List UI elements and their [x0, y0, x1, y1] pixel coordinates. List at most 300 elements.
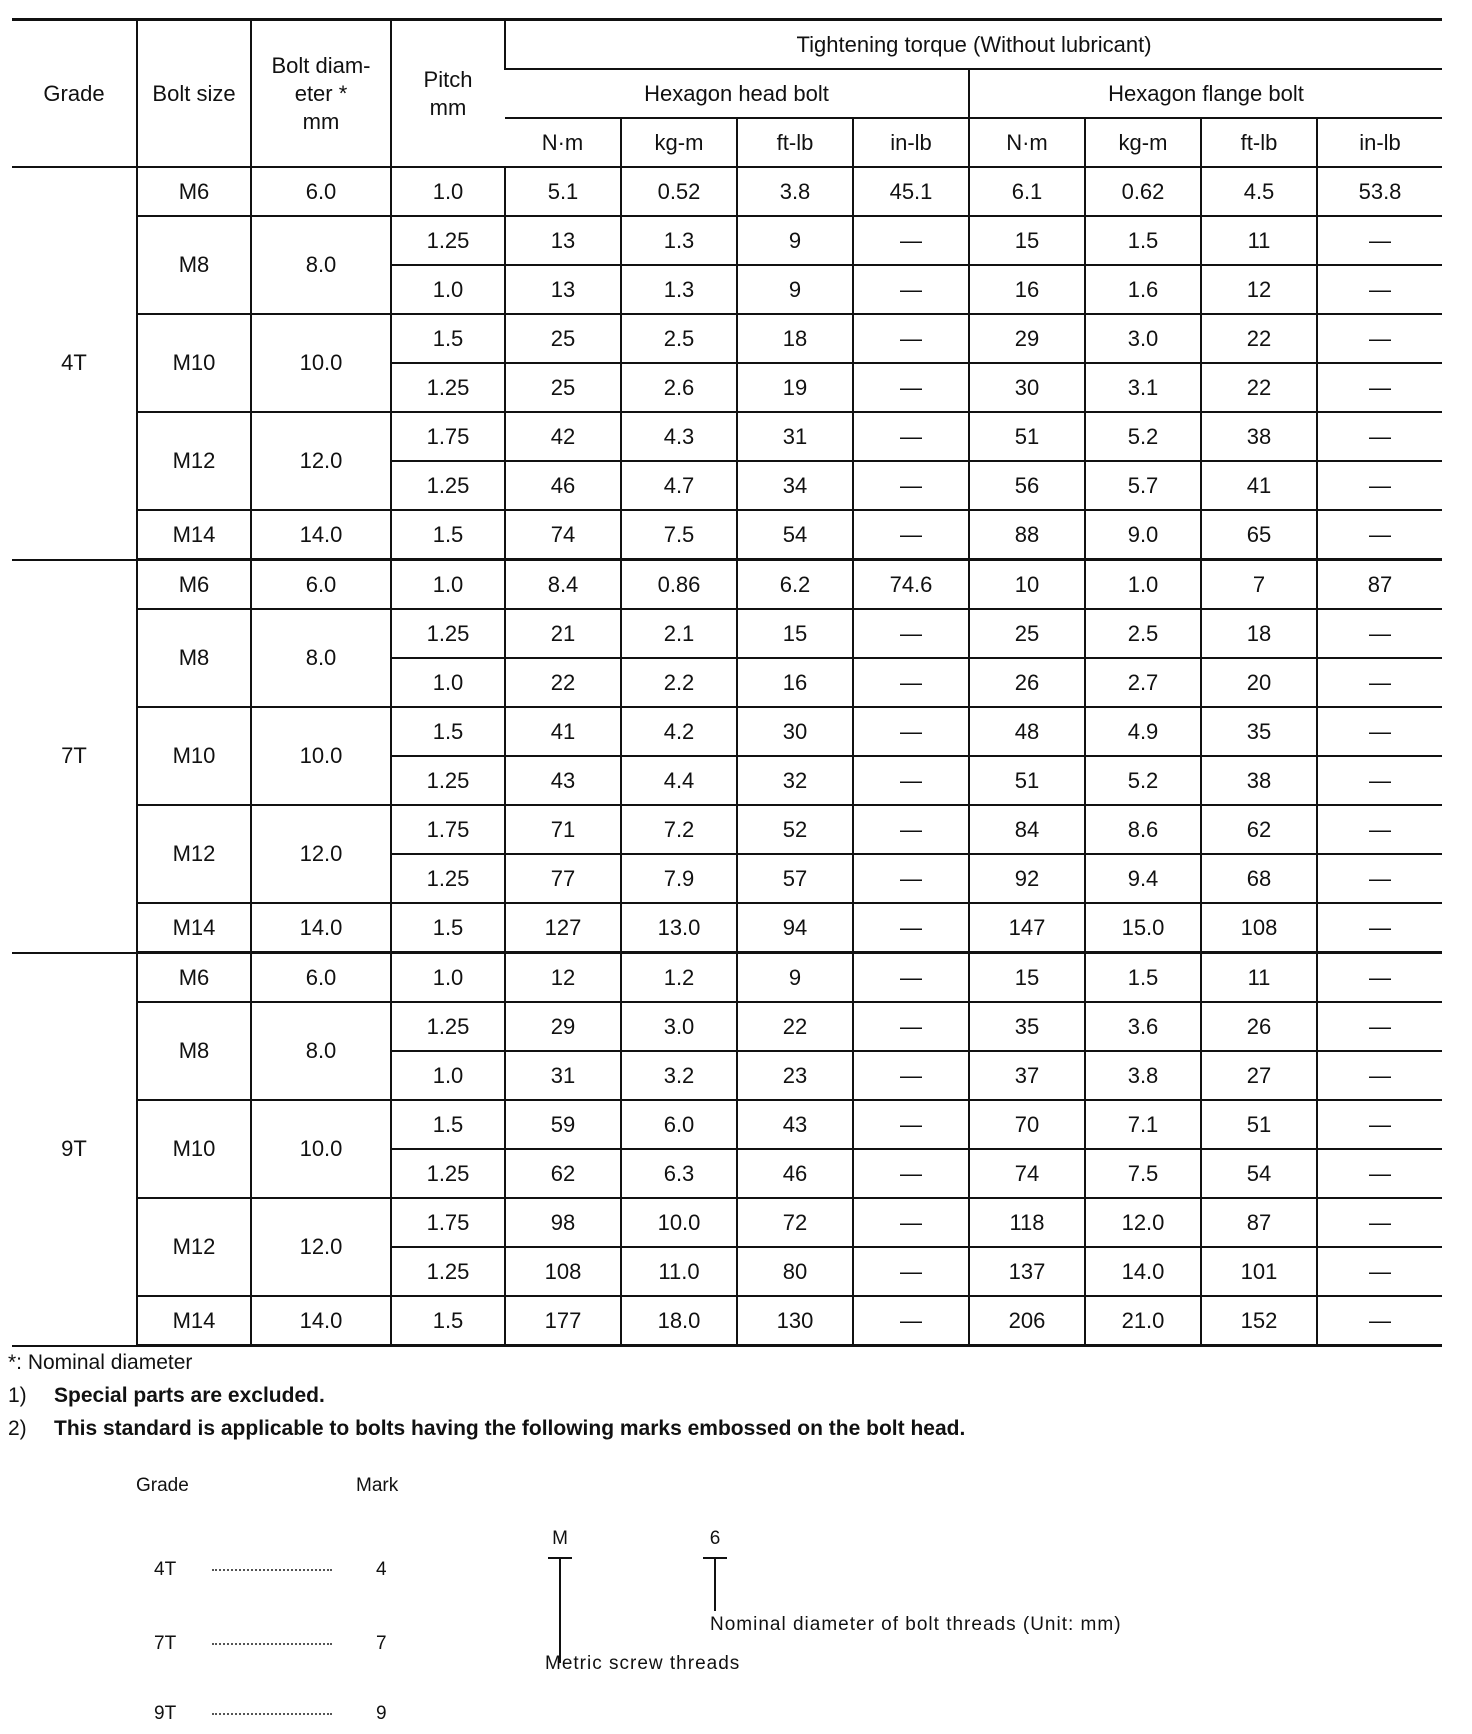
grade-cell: 7T	[12, 560, 137, 953]
torque-value-cell: 3.0	[621, 1002, 737, 1051]
torque-value-cell: 8.4	[505, 560, 621, 610]
note-1-number: 1)	[8, 1384, 27, 1407]
torque-value-cell: 62	[505, 1149, 621, 1198]
torque-value-cell: 15	[969, 953, 1085, 1003]
torque-value-cell: 5.7	[1085, 461, 1201, 510]
torque-value-cell: 118	[969, 1198, 1085, 1247]
table-row	[12, 609, 1442, 658]
torque-value-cell: —	[853, 854, 969, 903]
legend-mark: 7	[376, 1633, 387, 1654]
diameter-label: Nominal diameter of bolt threads (Unit: mm)	[710, 1614, 1122, 1635]
thread-diagram	[545, 1528, 1245, 1688]
table-row	[12, 805, 1442, 854]
header-unit: kg-m	[621, 118, 737, 167]
torque-value-cell: 87	[1201, 1198, 1317, 1247]
torque-value-cell: 13.0	[621, 903, 737, 953]
torque-value-cell: —	[853, 953, 969, 1003]
torque-value-cell: 87	[1317, 560, 1442, 610]
pitch-cell: 1.25	[391, 1149, 505, 1198]
torque-value-cell: 65	[1201, 510, 1317, 560]
torque-value-cell: —	[853, 1296, 969, 1346]
torque-value-cell: 22	[505, 658, 621, 707]
bolt-diameter-cell: 8.0	[251, 609, 391, 707]
torque-value-cell: 41	[1201, 461, 1317, 510]
pitch-cell: 1.25	[391, 609, 505, 658]
torque-value-cell: 108	[1201, 903, 1317, 953]
torque-value-cell: —	[1317, 1002, 1442, 1051]
bolt-diameter-cell: 14.0	[251, 1296, 391, 1346]
torque-value-cell: —	[1317, 658, 1442, 707]
torque-value-cell: 43	[505, 756, 621, 805]
torque-value-cell: 11.0	[621, 1247, 737, 1296]
torque-value-cell: 25	[505, 363, 621, 412]
torque-value-cell: —	[1317, 1198, 1442, 1247]
torque-value-cell: 22	[1201, 314, 1317, 363]
torque-value-cell: 41	[505, 707, 621, 756]
leader-dots	[212, 1643, 332, 1645]
bolt-diameter-cell: 12.0	[251, 1198, 391, 1296]
torque-value-cell: —	[853, 216, 969, 265]
table-row	[12, 903, 1442, 953]
torque-value-cell: 1.2	[621, 953, 737, 1003]
torque-value-cell: 84	[969, 805, 1085, 854]
metric-stem	[559, 1557, 561, 1663]
torque-value-cell: —	[853, 658, 969, 707]
torque-value-cell: —	[1317, 609, 1442, 658]
grade-cell: 4T	[12, 167, 137, 560]
bolt-size-cell: M14	[137, 510, 251, 560]
torque-value-cell: 77	[505, 854, 621, 903]
torque-value-cell: 31	[737, 412, 853, 461]
torque-value-cell: 2.6	[621, 363, 737, 412]
bolt-size-cell: M8	[137, 1002, 251, 1100]
header-unit: ft-lb	[1201, 118, 1317, 167]
torque-value-cell: 7.5	[1085, 1149, 1201, 1198]
torque-value-cell: 37	[969, 1051, 1085, 1100]
torque-value-cell: —	[853, 756, 969, 805]
torque-value-cell: 3.2	[621, 1051, 737, 1100]
bolt-size-cell: M14	[137, 1296, 251, 1346]
table-row	[12, 314, 1442, 363]
table-row	[12, 167, 1442, 216]
torque-value-cell: 43	[737, 1100, 853, 1149]
note-2-text: This standard is applicable to bolts having the following marks embossed on the bolt head.	[54, 1417, 966, 1440]
torque-value-cell: 74	[505, 510, 621, 560]
torque-value-cell: —	[1317, 412, 1442, 461]
torque-value-cell: 108	[505, 1247, 621, 1296]
torque-value-cell: —	[1317, 265, 1442, 314]
torque-value-cell: —	[1317, 756, 1442, 805]
torque-value-cell: 21	[505, 609, 621, 658]
torque-value-cell: 16	[969, 265, 1085, 314]
torque-value-cell: 15	[737, 609, 853, 658]
torque-value-cell: —	[1317, 953, 1442, 1003]
metric-letter: M	[552, 1528, 568, 1549]
torque-value-cell: 3.0	[1085, 314, 1201, 363]
pitch-cell: 1.0	[391, 658, 505, 707]
pitch-cell: 1.75	[391, 412, 505, 461]
torque-value-cell: 2.1	[621, 609, 737, 658]
legend-mark: 9	[376, 1703, 387, 1724]
torque-value-cell: 53.8	[1317, 167, 1442, 216]
torque-value-cell: 4.2	[621, 707, 737, 756]
torque-value-cell: 6.2	[737, 560, 853, 610]
torque-value-cell: 31	[505, 1051, 621, 1100]
pitch-cell: 1.25	[391, 461, 505, 510]
torque-value-cell: 7.5	[621, 510, 737, 560]
torque-value-cell: 51	[1201, 1100, 1317, 1149]
torque-value-cell: 2.5	[1085, 609, 1201, 658]
torque-value-cell: —	[1317, 707, 1442, 756]
bolt-size-cell: M10	[137, 707, 251, 805]
torque-value-cell: 1.6	[1085, 265, 1201, 314]
pitch-cell: 1.0	[391, 953, 505, 1003]
torque-value-cell: 1.5	[1085, 216, 1201, 265]
header-grade: Grade	[12, 20, 137, 168]
torque-value-cell: 2.5	[621, 314, 737, 363]
torque-value-cell: —	[853, 1247, 969, 1296]
bolt-size-cell: M10	[137, 314, 251, 412]
table-row	[12, 560, 1442, 610]
torque-value-cell: 101	[1201, 1247, 1317, 1296]
torque-value-cell: 29	[969, 314, 1085, 363]
torque-value-cell: 32	[737, 756, 853, 805]
torque-value-cell: 46	[505, 461, 621, 510]
table-row	[12, 1100, 1442, 1149]
torque-value-cell: —	[1317, 510, 1442, 560]
note-2	[8, 1412, 965, 1445]
bolt-size-cell: M6	[137, 560, 251, 610]
torque-value-cell: —	[853, 363, 969, 412]
torque-value-cell: 5.2	[1085, 756, 1201, 805]
bolt-diameter-cell: 12.0	[251, 805, 391, 903]
bolt-diameter-cell: 14.0	[251, 510, 391, 560]
bolt-diameter-cell: 10.0	[251, 707, 391, 805]
torque-value-cell: 15.0	[1085, 903, 1201, 953]
torque-value-cell: 3.8	[737, 167, 853, 216]
torque-value-cell: 22	[737, 1002, 853, 1051]
torque-value-cell: 3.8	[1085, 1051, 1201, 1100]
torque-value-cell: 9.4	[1085, 854, 1201, 903]
torque-value-cell: 8.6	[1085, 805, 1201, 854]
torque-value-cell: 21.0	[1085, 1296, 1201, 1346]
torque-value-cell: 46	[737, 1149, 853, 1198]
torque-value-cell: 7.9	[621, 854, 737, 903]
leader-dots	[212, 1713, 332, 1715]
torque-value-cell: 18	[1201, 609, 1317, 658]
torque-value-cell: —	[1317, 216, 1442, 265]
torque-value-cell: 62	[1201, 805, 1317, 854]
torque-value-cell: 4.5	[1201, 167, 1317, 216]
pitch-cell: 1.5	[391, 1100, 505, 1149]
torque-value-cell: 4.9	[1085, 707, 1201, 756]
torque-value-cell: 72	[737, 1198, 853, 1247]
torque-value-cell: —	[853, 510, 969, 560]
torque-value-cell: 48	[969, 707, 1085, 756]
table-row	[12, 1198, 1442, 1247]
torque-value-cell: 57	[737, 854, 853, 903]
torque-value-cell: 10	[969, 560, 1085, 610]
bolt-diameter-cell: 8.0	[251, 216, 391, 314]
torque-value-cell: —	[1317, 854, 1442, 903]
torque-value-cell: 80	[737, 1247, 853, 1296]
torque-value-cell: 45.1	[853, 167, 969, 216]
torque-value-cell: 12	[505, 953, 621, 1003]
torque-value-cell: 137	[969, 1247, 1085, 1296]
pitch-cell: 1.25	[391, 363, 505, 412]
torque-value-cell: —	[1317, 461, 1442, 510]
header-hexagon-head-bolt: Hexagon head bolt	[505, 69, 969, 118]
table-row	[12, 953, 1442, 1003]
legend-mark: 4	[376, 1559, 387, 1580]
torque-value-cell: 152	[1201, 1296, 1317, 1346]
header-hexagon-flange-bolt: Hexagon flange bolt	[969, 69, 1442, 118]
torque-value-cell: 94	[737, 903, 853, 953]
torque-value-cell: 54	[737, 510, 853, 560]
torque-value-cell: 71	[505, 805, 621, 854]
metric-label: Metric screw threads	[545, 1653, 741, 1674]
torque-value-cell: —	[853, 412, 969, 461]
header-pitch: Pitch mm	[391, 20, 505, 168]
bolt-size-cell: M6	[137, 167, 251, 216]
pitch-cell: 1.0	[391, 1051, 505, 1100]
torque-value-cell: 14.0	[1085, 1247, 1201, 1296]
torque-value-cell: 56	[969, 461, 1085, 510]
torque-value-cell: 59	[505, 1100, 621, 1149]
torque-value-cell: 3.1	[1085, 363, 1201, 412]
torque-value-cell: 35	[969, 1002, 1085, 1051]
torque-value-cell: —	[853, 707, 969, 756]
torque-value-cell: 206	[969, 1296, 1085, 1346]
pitch-cell: 1.5	[391, 314, 505, 363]
torque-value-cell: 26	[1201, 1002, 1317, 1051]
legend-grade: 4T	[154, 1559, 177, 1580]
header-unit: in-lb	[1317, 118, 1442, 167]
bolt-diameter-cell: 14.0	[251, 903, 391, 953]
torque-value-cell: 7.1	[1085, 1100, 1201, 1149]
torque-value-cell: 11	[1201, 216, 1317, 265]
torque-value-cell: 70	[969, 1100, 1085, 1149]
torque-value-cell: 0.52	[621, 167, 737, 216]
note-2-number: 2)	[8, 1417, 27, 1440]
torque-value-cell: 88	[969, 510, 1085, 560]
torque-value-cell: 16	[737, 658, 853, 707]
bolt-size-cell: M10	[137, 1100, 251, 1198]
pitch-cell: 1.25	[391, 216, 505, 265]
torque-value-cell: 52	[737, 805, 853, 854]
torque-value-cell: 54	[1201, 1149, 1317, 1198]
torque-value-cell: 1.0	[1085, 560, 1201, 610]
torque-value-cell: 4.7	[621, 461, 737, 510]
torque-value-cell: 0.62	[1085, 167, 1201, 216]
legend-grade: 7T	[154, 1633, 177, 1654]
torque-value-cell: —	[853, 461, 969, 510]
bolt-size-cell: M6	[137, 953, 251, 1003]
torque-value-cell: 29	[505, 1002, 621, 1051]
torque-value-cell: —	[853, 1100, 969, 1149]
torque-value-cell: 19	[737, 363, 853, 412]
torque-value-cell: 13	[505, 216, 621, 265]
torque-value-cell: 12.0	[1085, 1198, 1201, 1247]
table-row	[12, 1002, 1442, 1051]
torque-value-cell: —	[1317, 1149, 1442, 1198]
torque-value-cell: 147	[969, 903, 1085, 953]
torque-value-cell: 38	[1201, 412, 1317, 461]
torque-value-cell: 1.3	[621, 216, 737, 265]
pitch-cell: 1.25	[391, 756, 505, 805]
torque-value-cell: —	[1317, 1247, 1442, 1296]
pitch-cell: 1.5	[391, 903, 505, 953]
bolt-diameter-cell: 10.0	[251, 314, 391, 412]
torque-value-cell: 15	[969, 216, 1085, 265]
torque-value-cell: 51	[969, 412, 1085, 461]
torque-value-cell: —	[853, 1198, 969, 1247]
torque-value-cell: 74	[969, 1149, 1085, 1198]
torque-value-cell: —	[853, 314, 969, 363]
torque-value-cell: 1.5	[1085, 953, 1201, 1003]
header-tightening-torque: Tightening torque (Without lubricant)	[505, 20, 1442, 70]
torque-value-cell: —	[853, 1002, 969, 1051]
torque-value-cell: 51	[969, 756, 1085, 805]
table-row	[12, 216, 1442, 265]
header-bolt-diameter: Bolt diam- eter * mm	[251, 20, 391, 168]
torque-value-cell: 9	[737, 216, 853, 265]
header-bolt-size: Bolt size	[137, 20, 251, 168]
torque-value-cell: 12	[1201, 265, 1317, 314]
torque-value-cell: 42	[505, 412, 621, 461]
torque-value-cell: 5.1	[505, 167, 621, 216]
pitch-cell: 1.25	[391, 1247, 505, 1296]
torque-value-cell: 5.2	[1085, 412, 1201, 461]
pitch-cell: 1.25	[391, 1002, 505, 1051]
torque-value-cell: —	[853, 265, 969, 314]
table-row	[12, 1296, 1442, 1346]
bolt-size-cell: M14	[137, 903, 251, 953]
bolt-diameter-cell: 12.0	[251, 412, 391, 510]
torque-value-cell: 18	[737, 314, 853, 363]
torque-value-cell: 13	[505, 265, 621, 314]
torque-value-cell: 3.6	[1085, 1002, 1201, 1051]
torque-value-cell: 11	[1201, 953, 1317, 1003]
note-1	[8, 1379, 965, 1412]
bolt-size-cell: M12	[137, 1198, 251, 1296]
table-row	[12, 510, 1442, 560]
torque-value-cell: —	[853, 1051, 969, 1100]
torque-value-cell: 20	[1201, 658, 1317, 707]
torque-value-cell: 27	[1201, 1051, 1317, 1100]
torque-value-cell: 6.3	[621, 1149, 737, 1198]
pitch-cell: 1.25	[391, 854, 505, 903]
torque-value-cell: —	[1317, 1296, 1442, 1346]
torque-value-cell: 130	[737, 1296, 853, 1346]
torque-value-cell: —	[1317, 805, 1442, 854]
torque-value-cell: 18.0	[621, 1296, 737, 1346]
torque-value-cell: 68	[1201, 854, 1317, 903]
torque-value-cell: 1.3	[621, 265, 737, 314]
torque-value-cell: 4.4	[621, 756, 737, 805]
header-unit: in-lb	[853, 118, 969, 167]
torque-value-cell: —	[1317, 314, 1442, 363]
torque-value-cell: 34	[737, 461, 853, 510]
torque-value-cell: 2.7	[1085, 658, 1201, 707]
pitch-cell: 1.75	[391, 805, 505, 854]
header-unit: ft-lb	[737, 118, 853, 167]
torque-value-cell: 9	[737, 953, 853, 1003]
table-row	[12, 707, 1442, 756]
torque-value-cell: —	[853, 903, 969, 953]
pitch-cell: 1.5	[391, 510, 505, 560]
torque-value-cell: 22	[1201, 363, 1317, 412]
torque-value-cell: 30	[969, 363, 1085, 412]
torque-value-cell: 2.2	[621, 658, 737, 707]
torque-value-cell: —	[1317, 1051, 1442, 1100]
torque-value-cell: 25	[505, 314, 621, 363]
bolt-diameter-cell: 10.0	[251, 1100, 391, 1198]
pitch-cell: 1.0	[391, 560, 505, 610]
torque-value-cell: —	[1317, 1100, 1442, 1149]
note-1-text: Special parts are excluded.	[54, 1384, 325, 1407]
torque-value-cell: 9.0	[1085, 510, 1201, 560]
leader-dots	[212, 1569, 332, 1571]
torque-value-cell: 38	[1201, 756, 1317, 805]
legend-grade: 9T	[154, 1703, 177, 1724]
bolt-diameter-cell: 8.0	[251, 1002, 391, 1100]
torque-value-cell: 26	[969, 658, 1085, 707]
legend-mark-header: Mark	[356, 1475, 399, 1496]
torque-value-cell: 10.0	[621, 1198, 737, 1247]
torque-value-cell: —	[1317, 903, 1442, 953]
torque-value-cell: —	[853, 805, 969, 854]
torque-value-cell: 6.0	[621, 1100, 737, 1149]
torque-value-cell: 4.3	[621, 412, 737, 461]
torque-value-cell: 177	[505, 1296, 621, 1346]
torque-table	[12, 18, 1442, 1347]
torque-value-cell: 7	[1201, 560, 1317, 610]
pitch-cell: 1.5	[391, 1296, 505, 1346]
torque-value-cell: 7.2	[621, 805, 737, 854]
torque-value-cell: 25	[969, 609, 1085, 658]
bolt-size-cell: M12	[137, 805, 251, 903]
torque-value-cell: 92	[969, 854, 1085, 903]
torque-value-cell: —	[853, 609, 969, 658]
header-unit: N·m	[505, 118, 621, 167]
torque-value-cell: 30	[737, 707, 853, 756]
pitch-cell: 1.75	[391, 1198, 505, 1247]
bolt-diameter-cell: 6.0	[251, 560, 391, 610]
torque-value-cell: 98	[505, 1198, 621, 1247]
diameter-stem	[714, 1557, 716, 1611]
grade-cell: 9T	[12, 953, 137, 1346]
torque-value-cell: 127	[505, 903, 621, 953]
torque-value-cell: 74.6	[853, 560, 969, 610]
table-row	[12, 412, 1442, 461]
bolt-diameter-cell: 6.0	[251, 167, 391, 216]
pitch-cell: 1.0	[391, 265, 505, 314]
torque-value-cell: 23	[737, 1051, 853, 1100]
bolt-size-cell: M12	[137, 412, 251, 510]
legend-grade-header: Grade	[136, 1475, 189, 1496]
torque-value-cell: —	[853, 1149, 969, 1198]
torque-value-cell: 6.1	[969, 167, 1085, 216]
header-unit: kg-m	[1085, 118, 1201, 167]
pitch-cell: 1.5	[391, 707, 505, 756]
diameter-digit: 6	[709, 1528, 721, 1549]
header-unit: N·m	[969, 118, 1085, 167]
torque-value-cell: 0.86	[621, 560, 737, 610]
nominal-note: *: Nominal diameter	[8, 1351, 193, 1374]
torque-value-cell: 35	[1201, 707, 1317, 756]
torque-value-cell: 9	[737, 265, 853, 314]
